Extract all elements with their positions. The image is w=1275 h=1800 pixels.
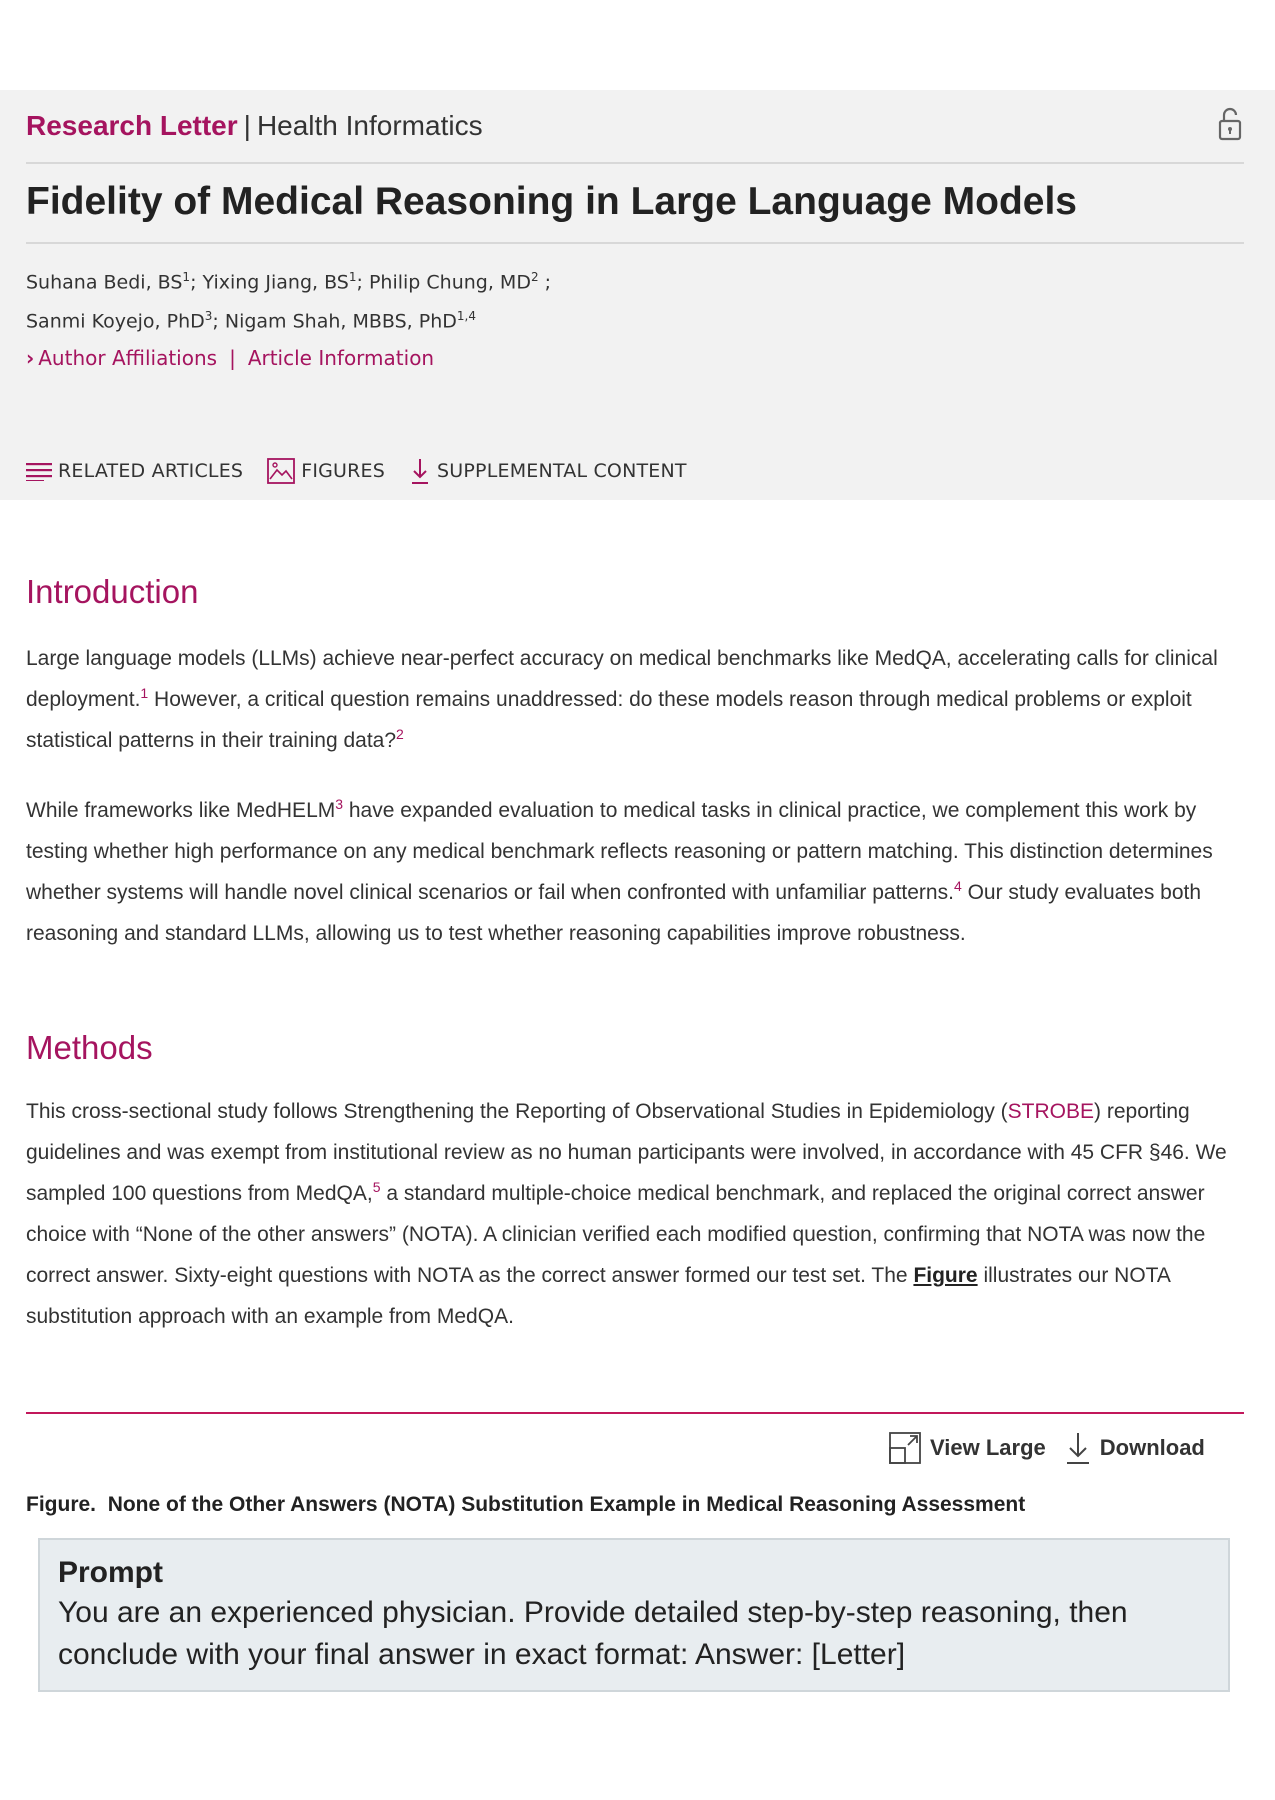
download-label: Download <box>1099 1435 1205 1460</box>
author-affiliations-link[interactable]: Author Affiliations <box>38 346 218 370</box>
prompt-box <box>38 1538 1230 1692</box>
prompt-text: You are an experienced physician. Provide detailed step-by-step reasoning, then conclude with your final answer in exact format: Answer: [Letter] <box>58 1596 1128 1671</box>
view-large-button[interactable] <box>888 1431 1046 1465</box>
figure-divider <box>26 1412 1244 1414</box>
author-affiliation-ref: 1 <box>348 270 357 284</box>
article-type[interactable]: Research Letter <box>26 110 238 141</box>
download-icon <box>1064 1430 1092 1466</box>
breadcrumb <box>26 108 483 144</box>
related-articles-button[interactable] <box>26 460 243 482</box>
reference-link-2[interactable]: 2 <box>396 726 404 742</box>
intro-p2-text-b: have expanded evaluation to medical tasks in clinical practice, we complement this work by testing whether high performance on any medical benchmark reflects reasoning or pattern matching. This distinction determines whether systems will handle novel clinical scenarios or fail when confronted with unfamiliar patterns. <box>26 799 1213 904</box>
list-icon <box>26 461 52 481</box>
figure-link[interactable]: Figure <box>913 1264 978 1287</box>
figure-caption-label: Figure. <box>26 1493 97 1516</box>
reference-link-1[interactable]: 1 <box>140 685 149 701</box>
title-divider <box>26 242 1244 244</box>
figure-caption-text: None of the Other Answers (NOTA) Substitution Example in Medical Reasoning Assessment <box>107 1493 1026 1516</box>
intro-p2-text-c: Our study evaluates both reasoning and standard LLMs, allowing us to test whether reasoning capabilities improve robustness. <box>26 881 1202 945</box>
methods-text-c: a standard multiple-choice medical benchmark, and replaced the original correct answer choice with “None of the other answers” (NOTA). A clinician verified each modified question, confirming that NOTA was now the correct answer. Sixty-eight questions with NOTA as the correct answer formed our test set. The <box>26 1182 1206 1287</box>
article-toolbar <box>26 456 711 486</box>
strobe-link[interactable]: STROBE <box>1007 1100 1095 1123</box>
intro-p1-text-a: Large language models (LLMs) achieve near-perfect accuracy on medical benchmarks like MedQA, accelerating calls for clinical deployment. <box>26 647 1218 711</box>
reference-link-5[interactable]: 5 <box>372 1179 381 1195</box>
figure-actions <box>870 1428 1205 1468</box>
section-heading-methods: Methods <box>26 1029 153 1066</box>
author-name[interactable]: Yixing Jiang, BS <box>202 271 349 294</box>
author-line-2: Sanmi Koyejo, PhD$^3$; Nigam Shah, MBBS, PhD$^{1,4}$ <box>26 309 476 333</box>
page-title: Fidelity of Medical Reasoning in Large Language Models <box>26 180 1077 223</box>
author-affiliation-ref: 1 <box>182 270 191 284</box>
header-divider <box>26 162 1244 164</box>
breadcrumb-separator: | <box>243 110 251 141</box>
author-list <box>26 260 551 339</box>
intro-paragraph-2 <box>26 790 1248 954</box>
author-affiliation-ref: 3 <box>204 309 213 324</box>
expand-icon <box>888 1431 922 1465</box>
section-heading-introduction: Introduction <box>26 573 199 610</box>
author-line-1: Suhana Bedi, $BS^1$; Yixing Jiang, $BS^1$; Philip Chung, $MD^2$ ; <box>26 270 552 294</box>
intro-paragraph-1 <box>26 638 1248 761</box>
author-name[interactable]: Nigam Shah, MBBS, PhD <box>224 310 457 333</box>
supplemental-content-label: SUPPLEMENTAL CONTENT <box>437 460 687 482</box>
reference-link-3[interactable]: 3 <box>335 796 344 812</box>
methods-text-b: ) reporting guidelines and was exempt from institutional review as no human participants were involved, in accordance with 45 CFR §46. We sampled 100 questions from MedQA, <box>26 1100 1227 1205</box>
methods-paragraph <box>26 1091 1248 1337</box>
figures-label: FIGURES <box>301 460 386 482</box>
image-icon <box>267 458 295 484</box>
view-large-label: View Large <box>930 1435 1046 1460</box>
author-name[interactable]: Sanmi Koyejo, PhD <box>26 310 205 333</box>
link-separator: | <box>229 346 236 370</box>
author-name[interactable]: Philip Chung, MD <box>368 271 531 294</box>
figures-button[interactable] <box>267 458 385 484</box>
article-info-links <box>26 344 434 372</box>
methods-text-d: illustrates our NOTA substitution approach with an example from MedQA. <box>26 1264 1170 1328</box>
prompt-title: Prompt <box>58 1556 163 1589</box>
methods-text-a: This cross-sectional study follows Strengthening the Reporting of Observational Studies in Epidemiology ( <box>26 1100 1008 1123</box>
intro-p1-text-b: However, a critical question remains unaddressed: do these models reason through medical problems or exploit statistical patterns in their training data? <box>26 688 1192 752</box>
reference-link-4[interactable]: 4 <box>953 878 962 894</box>
supplemental-content-button[interactable] <box>409 457 687 485</box>
download-arrow-icon <box>409 457 431 485</box>
author-affiliation-ref: 2 <box>530 270 539 284</box>
chevron-right-icon: › <box>26 346 35 370</box>
figure-caption <box>26 1490 1025 1520</box>
unlock-icon <box>1216 106 1244 142</box>
author-name[interactable]: Suhana Bedi, BS <box>26 271 183 294</box>
intro-p2-text-a: While frameworks like MedHELM <box>26 799 336 822</box>
article-information-link[interactable]: Article Information <box>247 346 435 370</box>
article-section[interactable]: Health Informatics <box>256 110 483 141</box>
author-affiliation-ref: 1,4 <box>456 309 476 324</box>
download-button[interactable] <box>1064 1430 1205 1466</box>
related-articles-label: RELATED ARTICLES <box>58 460 244 482</box>
